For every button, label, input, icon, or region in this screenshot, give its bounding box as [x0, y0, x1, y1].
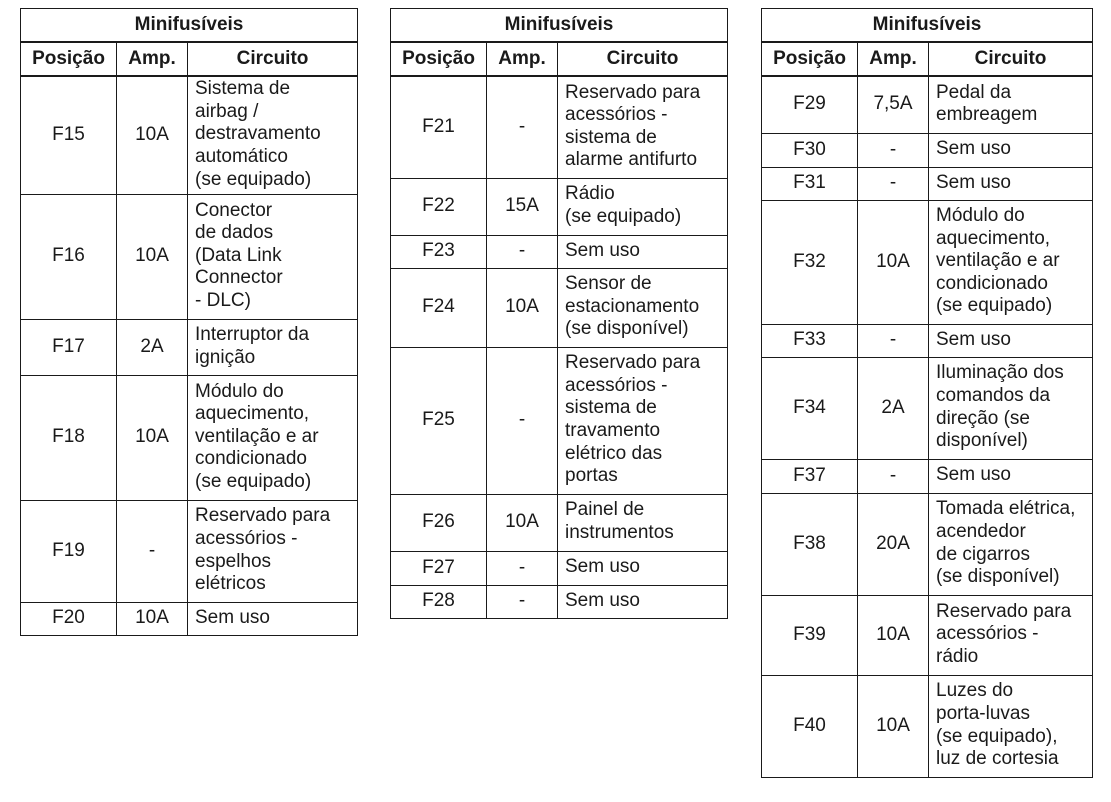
cell-amp: 10A [117, 602, 188, 635]
fuse-table-3 [761, 8, 1093, 778]
cell-circuit [188, 375, 358, 500]
cell-position: F21 [391, 76, 487, 178]
table-row [391, 551, 728, 585]
table-row [21, 602, 358, 635]
circuit-text: Sem uso [195, 606, 270, 628]
table-row [762, 357, 1093, 459]
cell-amp: 10A [858, 595, 929, 675]
table-row [391, 347, 728, 494]
cell-amp: - [487, 76, 558, 178]
header-amp: Amp. [487, 42, 558, 76]
circuit-text: Rádio (se equipado) [565, 183, 682, 227]
cell-position: F37 [762, 459, 858, 493]
fuse-table-2 [390, 8, 728, 619]
cell-circuit [929, 675, 1093, 777]
table-row [762, 675, 1093, 777]
table-row [391, 585, 728, 618]
header-position: Posição [21, 42, 117, 76]
cell-position: F39 [762, 595, 858, 675]
cell-circuit [188, 319, 358, 375]
cell-amp: - [487, 585, 558, 618]
table-row [391, 494, 728, 551]
circuit-text: Sem uso [565, 556, 640, 578]
cell-circuit [558, 268, 728, 347]
cell-position: F24 [391, 268, 487, 347]
cell-position: F18 [21, 375, 117, 500]
header-amp: Amp. [117, 42, 188, 76]
cell-circuit [558, 76, 728, 178]
cell-circuit [929, 76, 1093, 133]
cell-position: F25 [391, 347, 487, 494]
cell-amp: - [117, 500, 188, 602]
cell-position: F23 [391, 235, 487, 268]
circuit-text: Pedal da embreagem [936, 81, 1038, 126]
cell-position: F38 [762, 493, 858, 595]
circuit-text: Sem uso [936, 328, 1011, 350]
cell-position: F26 [391, 494, 487, 551]
cell-circuit [188, 602, 358, 635]
cell-circuit [188, 194, 358, 319]
circuit-text: Luzes do porta-luvas (se equipado), luz de cortesia [936, 680, 1059, 770]
cell-position: F33 [762, 324, 858, 357]
cell-circuit [929, 595, 1093, 675]
cell-amp: 10A [117, 76, 188, 194]
cell-circuit [929, 357, 1093, 459]
circuit-text: Módulo do aquecimento, ventilação e ar condicionado (se equipado) [936, 205, 1060, 317]
cell-circuit [558, 494, 728, 551]
cell-amp: - [858, 324, 929, 357]
table-title-row [391, 9, 728, 43]
cell-amp: - [487, 347, 558, 494]
table-row [391, 235, 728, 268]
cell-position: F28 [391, 585, 487, 618]
header-circuit: Circuito [188, 42, 358, 76]
table-row [762, 76, 1093, 133]
table-row [391, 76, 728, 178]
cell-position: F20 [21, 602, 117, 635]
header-position: Posição [391, 42, 487, 76]
cell-circuit [188, 76, 358, 194]
table-row [762, 133, 1093, 167]
cell-circuit [558, 551, 728, 585]
table-row [762, 459, 1093, 493]
circuit-text: Reservado para acessórios - rádio [936, 600, 1072, 667]
cell-position: F34 [762, 357, 858, 459]
cell-position: F30 [762, 133, 858, 167]
cell-circuit [929, 459, 1093, 493]
cell-amp: - [858, 133, 929, 167]
cell-amp: - [858, 459, 929, 493]
circuit-text: Sem uso [565, 589, 640, 611]
header-row [21, 42, 358, 76]
table-title-row [21, 9, 358, 43]
cell-circuit [929, 324, 1093, 357]
cell-circuit [558, 178, 728, 235]
cell-amp: 2A [858, 357, 929, 459]
table-title: Minifusíveis [762, 9, 1093, 43]
circuit-text: Reservado para acessórios - espelhos elétricos [195, 505, 331, 595]
circuit-text: Iluminação dos comandos da direção (se disponível) [936, 362, 1064, 452]
cell-circuit [558, 235, 728, 268]
cell-amp: 20A [858, 493, 929, 595]
cell-amp: 10A [858, 675, 929, 777]
table-row [391, 178, 728, 235]
circuit-text: Tomada elétrica, acendedor de cigarros (se disponível) [936, 498, 1076, 588]
cell-circuit [929, 167, 1093, 200]
header-row [391, 42, 728, 76]
table-row [762, 595, 1093, 675]
table-title-row [762, 9, 1093, 43]
cell-amp: - [858, 167, 929, 200]
cell-position: F19 [21, 500, 117, 602]
circuit-text: Módulo do aquecimento, ventilação e ar condicionado (se equipado) [195, 380, 319, 492]
cell-position: F16 [21, 194, 117, 319]
cell-circuit [929, 133, 1093, 167]
table-row [21, 319, 358, 375]
table-row [21, 76, 358, 194]
cell-amp: 2A [117, 319, 188, 375]
table-row [762, 200, 1093, 324]
circuit-text: Sem uso [565, 239, 640, 261]
header-position: Posição [762, 42, 858, 76]
cell-circuit [558, 347, 728, 494]
cell-circuit [188, 500, 358, 602]
cell-amp: 10A [858, 200, 929, 324]
cell-position: F29 [762, 76, 858, 133]
table-row [391, 268, 728, 347]
header-circuit: Circuito [558, 42, 728, 76]
cell-position: F40 [762, 675, 858, 777]
cell-amp: - [487, 235, 558, 268]
cell-amp: 10A [117, 375, 188, 500]
cell-position: F27 [391, 551, 487, 585]
cell-amp: 7,5A [858, 76, 929, 133]
circuit-text: Sem uso [936, 464, 1011, 486]
cell-amp: 10A [487, 494, 558, 551]
cell-amp: 15A [487, 178, 558, 235]
table-row [21, 375, 358, 500]
cell-position: F31 [762, 167, 858, 200]
header-row [762, 42, 1093, 76]
circuit-text: Sem uso [936, 138, 1011, 160]
cell-position: F17 [21, 319, 117, 375]
circuit-text: Sensor de estacionamento (se disponível) [565, 273, 700, 340]
circuit-text: Reservado para acessórios - sistema de travamento elétrico das portas [565, 352, 701, 487]
table-title: Minifusíveis [21, 9, 358, 43]
cell-amp: 10A [487, 268, 558, 347]
cell-position: F32 [762, 200, 858, 324]
table-row [762, 167, 1093, 200]
header-circuit: Circuito [929, 42, 1093, 76]
circuit-text: Conector de dados (Data Link Connector - DLC) [195, 199, 283, 311]
cell-position: F15 [21, 76, 117, 194]
cell-circuit [929, 493, 1093, 595]
table-row [762, 493, 1093, 595]
table-row [762, 324, 1093, 357]
circuit-text: Reservado para acessórios - sistema de alarme antifurto [565, 81, 701, 171]
cell-circuit [558, 585, 728, 618]
table-row [21, 194, 358, 319]
cell-amp: - [487, 551, 558, 585]
table-row [21, 500, 358, 602]
fuse-table-1 [20, 8, 358, 636]
table-title: Minifusíveis [391, 9, 728, 43]
circuit-text: Painel de instrumentos [565, 499, 674, 543]
cell-position: F22 [391, 178, 487, 235]
header-amp: Amp. [858, 42, 929, 76]
cell-circuit [929, 200, 1093, 324]
circuit-text: Sistema de airbag / destravamento automático (se equipado) [195, 78, 321, 190]
cell-amp: 10A [117, 194, 188, 319]
circuit-text: Sem uso [936, 171, 1011, 193]
circuit-text: Interruptor da ignição [195, 323, 310, 368]
